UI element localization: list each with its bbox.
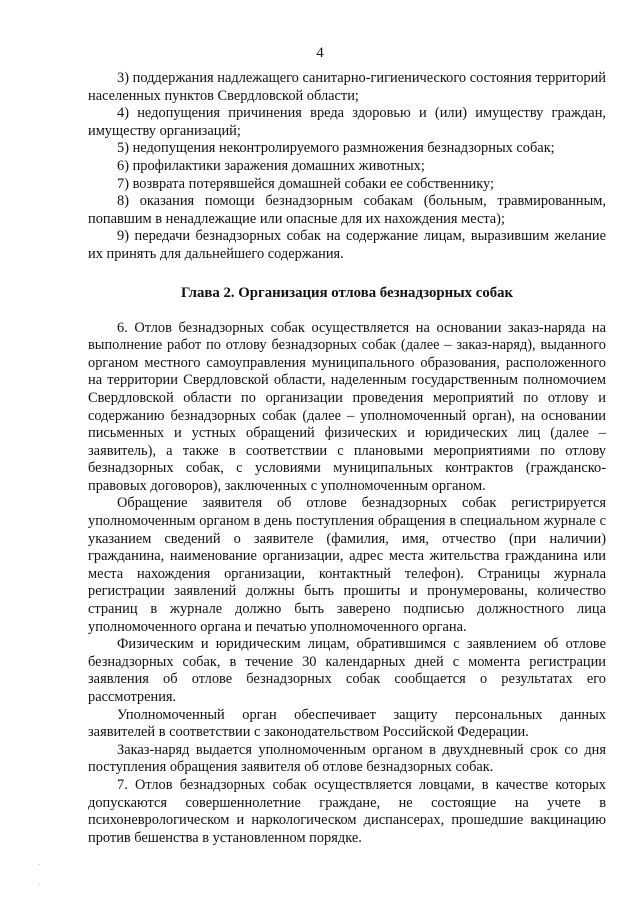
margin-mark: .	[38, 857, 41, 867]
list-item: 9) передачи безнадзорных собак на содержание лицам, выразившим желание их принять для дальнейшего содержания.	[88, 228, 606, 262]
paragraph: 7. Отлов безнадзорных собак осуществляется ловцами, в качестве которых допускаются совершеннолетние граждане, не состоящие на учете в психоневрологическом и наркологическом диспансерах, прошедшие вакцинацию против бешенства в установленном порядке.	[88, 776, 606, 846]
list-item: 6) профилактики заражения домашних животных;	[117, 157, 425, 174]
chapter-heading: Глава 2. Организация отлова безнадзорных собак	[180, 284, 514, 301]
paragraph: Заказ-наряд выдается уполномоченным органом в двухдневный срок со дня поступления обращения заявителя об отлове безнадзорных собак.	[88, 741, 606, 776]
list-item: 3) поддержания надлежащего санитарно-гигиенического состояния территорий населенных пунктов Свердловской области;	[88, 70, 606, 104]
paragraph: Обращение заявителя об отлове безнадзорных собак регистрируется уполномоченным органом в день поступления обращения в специальном журнале с указанием сведений о заявителе (фамилия, имя, отчество (при наличии) гражданина, наименование организации, адрес места жительства гражданина или места нахождения организации, контактный телефон). Страницы журнала регистрации заявлений должны быть прошиты и пронумерованы, количество страниц в журнале должно быть заверено подписью должностного лица уполномоченного органа и печатью уполномоченного органа.	[88, 495, 606, 635]
page-number: 4	[316, 45, 324, 61]
paragraph: Физическим и юридическим лицам, обратившимся с заявлением об отлове безнадзорных собак, в течение 30 календарных дней с момента регистрации заявления об отлове безнадзорных собак сообщается о результатах его рассмотрения.	[88, 636, 606, 705]
paragraph: Уполномоченный орган обеспечивает защиту персональных данных заявителей в соответствии с законодательством Российской Федерации.	[88, 706, 606, 741]
list-item: 8) оказания помощи безнадзорным собакам (больным, травмированным, попавшим в ненадлежащие или опасные для их нахождения места);	[88, 193, 606, 227]
chapter-body	[88, 320, 606, 848]
list-item: 7) возврата потерявшейся домашней собаки ее собственнику;	[117, 175, 495, 192]
goals-list	[88, 70, 606, 264]
list-item: 4) недопущения причинения вреда здоровью и (или) имуществу граждан, имуществу организаций;	[88, 105, 606, 139]
document-body	[88, 70, 606, 847]
margin-mark: .	[38, 877, 41, 887]
paragraph: 6. Отлов безнадзорных собак осуществляется на основании заказ-наряда на выполнение работ по отлову безнадзорных собак (далее – заказ-наряд), выданного органом местного самоуправления муниципального образования, расположенного на территории Свердловской области, наделенным государственным полномочием Свердловской области по организации проведения мероприятий по отлову и содержанию безнадзорных собак (далее – уполномоченный орган), на основании письменных и устных обращений физических и юридических лиц (далее – заявитель), а также в соответствии с плановыми мероприятиями по отлову безнадзорных собак, с условиями муниципальных контрактов (гражданско-правовых договоров), заключенных с уполномоченным органом.	[88, 319, 606, 494]
list-item: 5) недопущения неконтролируемого размножения безнадзорных собак;	[117, 140, 555, 157]
